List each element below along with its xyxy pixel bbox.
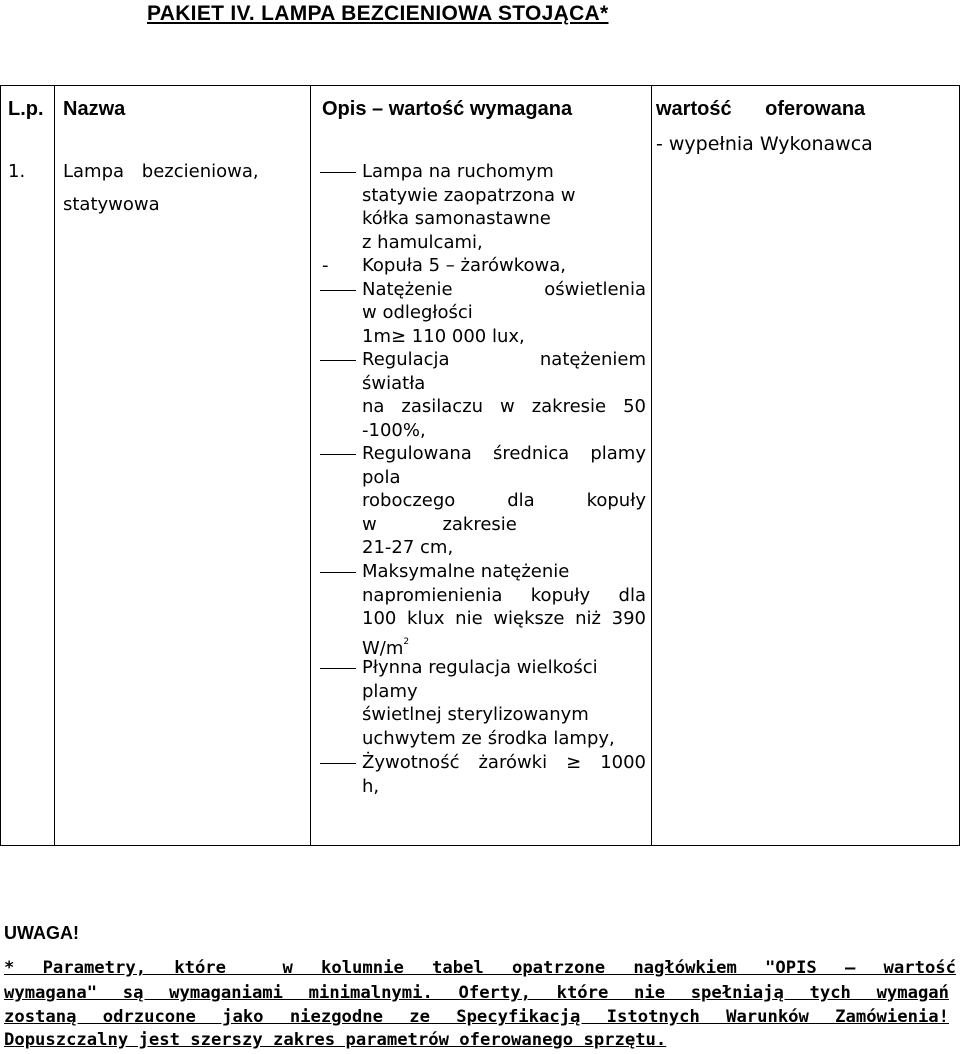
page-title: PAKIET IV. LAMPA BEZCIENIOWA STOJĄCA* <box>147 2 609 25</box>
spec-line: 100 klux nie większe niż 390 <box>362 608 646 629</box>
spec-line: pola <box>362 466 401 488</box>
note-heading: UWAGA! <box>4 923 79 943</box>
spec-line: uchwytem ze środka lampy, <box>362 727 615 749</box>
product-name-line-1: Lampa bezcieniowa, <box>63 161 259 182</box>
header-lp: L.p. <box>8 98 44 120</box>
table-top-border <box>0 85 960 86</box>
spec-line: roboczego dla kopuły <box>362 490 646 511</box>
header-desc: Opis – wartość wymagana <box>322 98 573 120</box>
spec-line: Kopuła 5 – żarówkowa, <box>362 255 567 276</box>
spec-line: Natężenie oświetlenia <box>362 278 646 300</box>
bullet-dash-icon <box>320 360 356 361</box>
row-number: 1. <box>8 161 26 182</box>
bullet-dash-icon <box>320 572 356 573</box>
header-name: Nazwa <box>63 98 126 120</box>
spec-line: statywie zaopatrzona w <box>362 184 576 206</box>
spec-line: h, <box>362 775 380 797</box>
spec-line: z hamulcami, <box>362 231 483 253</box>
bullet-dash-icon <box>320 454 356 455</box>
spec-line: w odległości <box>362 302 473 323</box>
note-line-3: zostaną odrzucone jako niezgodne ze Specyfikacją Istotnych Warunków Zamówienia! <box>4 1007 949 1027</box>
superscript: 2 <box>403 636 410 647</box>
spec-line: napromienienia kopuły dla <box>362 584 646 606</box>
bullet-hyphen: - <box>322 255 329 276</box>
note-line-1: * Parametry, które w kolumnie tabel opatrzone nagłówkiem "OPIS – wartość <box>4 958 956 978</box>
table-left-border <box>0 85 1 846</box>
spec-line: Maksymalne natężenie <box>362 561 570 582</box>
spec-line: 21-27 cm, <box>362 537 454 558</box>
bullet-dash-icon <box>320 668 356 669</box>
table-col-divider-2 <box>310 85 311 846</box>
table-col-divider-1 <box>54 85 55 846</box>
spec-line-text: W/m <box>362 637 404 659</box>
bullet-dash-icon <box>320 763 356 764</box>
spec-line: świetlnej sterylizowanym <box>362 704 589 725</box>
spec-line: kółka samonastawne <box>362 208 551 229</box>
spec-line: w zakresie <box>362 513 517 535</box>
bullet-dash-icon <box>320 172 356 173</box>
spec-line: 1m≥ 110 000 lux, <box>362 325 525 347</box>
note-line-2: wymagana" są wymaganiami minimalnymi. Oferty, które nie spełniają tych wymagań <box>4 983 949 1003</box>
spec-line: -100%, <box>362 419 426 441</box>
product-name-line-2: statywowa <box>63 194 160 215</box>
spec-line: światła <box>362 372 426 394</box>
table-col-divider-3 <box>651 85 652 846</box>
spec-line: Regulowana średnica plamy <box>362 443 646 464</box>
spec-line: Żywotność żarówki ≥ 1000 <box>362 752 646 773</box>
spec-line: Lampa na ruchomym <box>362 161 554 182</box>
spec-line: Regulacja natężeniem <box>362 349 646 370</box>
header-offer-note: - wypełnia Wykonawca <box>656 133 873 155</box>
spec-line: Płynna regulacja wielkości <box>362 657 598 678</box>
table-bottom-border <box>0 845 960 846</box>
spec-line: na zasilaczu w zakresie 50 <box>362 396 646 417</box>
bullet-dash-icon <box>320 290 356 291</box>
spec-line: plamy <box>362 680 418 702</box>
note-line-4: Dopuszczalny jest szerszy zakres parametrów oferowanego sprzętu. <box>4 1030 667 1050</box>
header-offer: wartość oferowana <box>656 98 866 120</box>
